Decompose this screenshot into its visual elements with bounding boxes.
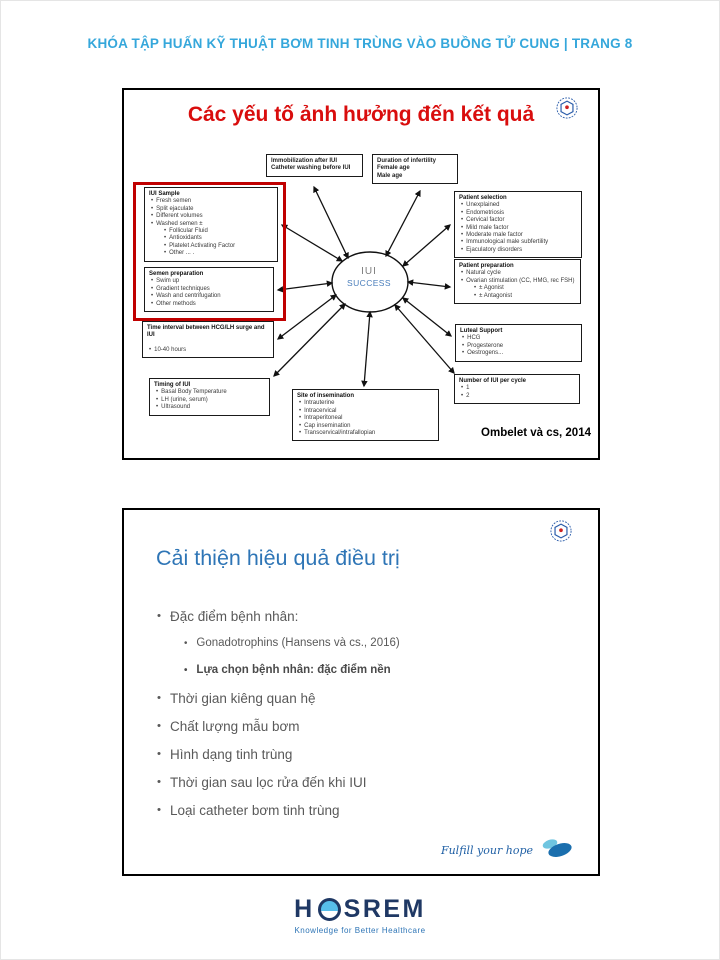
bullet-item: • Loại catheter bơm tinh trùng: [157, 803, 340, 818]
diagram-box-item: • HCG: [462, 335, 481, 342]
diagram-box-item: • Ejaculatory disorders: [461, 246, 523, 253]
diagram-box-title: IUI Sample: [149, 191, 180, 197]
red-highlight-rectangle: [133, 182, 286, 321]
bullet-item: • Chất lượng mẫu bơm: [157, 719, 300, 734]
diagram-box-item: • Follicular Fluid: [164, 228, 208, 235]
diagram-box-item: • Unexplained: [461, 202, 500, 209]
slide-factors: [122, 88, 600, 460]
diagram-box-item: Immobilization after IUI: [271, 158, 338, 164]
diagram-box-title: Timing of IUI: [154, 382, 191, 388]
iui-label: IUI: [361, 266, 377, 277]
diagram-box-item: • Endometriosis: [461, 209, 505, 216]
diagram-box-item: Female age: [377, 165, 410, 172]
diagram-box-time-interval: [142, 321, 274, 358]
diagram-box-item: • Wash and centrifugation: [151, 293, 221, 300]
diagram-box-item: • Moderate male factor: [461, 232, 523, 239]
diagram-box-item: • Intraperitoneal: [299, 415, 343, 422]
slide2-title: Cải thiện hiệu quả điều trị: [156, 546, 400, 570]
leaf-swoosh-icon: [540, 837, 574, 864]
diagram-box-item: • Antioxidants: [164, 235, 202, 242]
success-label: SUCCESS: [347, 278, 391, 288]
diagram-box-item: • LH (urine, serum): [156, 396, 208, 403]
diagram-box-item: • 1: [461, 385, 470, 392]
footer-tagline: Knowledge for Better Healthcare: [294, 926, 426, 935]
diagram-box-item: Catheter washing before IUI: [271, 165, 351, 172]
diagram-box-patient-selection: [454, 191, 582, 258]
diagram-box-item: • Swim up: [151, 278, 180, 285]
hosrem-logo-text-left: H: [294, 895, 315, 923]
diagram-box-item: • Intrauterine: [299, 400, 335, 407]
diagram-box-title: Patient preparation: [459, 263, 514, 269]
diagram-box-title: Site of insemination: [297, 393, 355, 399]
diagram-box-site-of-insemination: [292, 389, 439, 441]
bullet-item: • Hình dạng tinh trùng: [157, 747, 293, 762]
diagram-box-item: • Immunological male subfertility: [461, 239, 549, 246]
diagram-box-item: • ± Agonist: [474, 285, 504, 292]
diagram-box-item: • Basal Body Temperature: [156, 389, 227, 396]
slide-improve-efficacy: [122, 508, 600, 876]
diagram-box-item: • Washed semen ±: [151, 220, 203, 227]
diagram-box-timing-of-iui: [149, 378, 270, 416]
diagram-box-item: • Cap insemination: [299, 422, 351, 429]
hosrem-logo: [294, 895, 426, 924]
bullet-item: • Thời gian kiêng quan hệ: [157, 691, 316, 706]
diagram-box-number-of-iui: [454, 374, 580, 404]
globe-icon: [318, 898, 341, 921]
diagram-box-item: • Other methods: [151, 300, 196, 307]
diagram-box-item: • 2: [461, 392, 470, 399]
diagram-box-item: • ± Antagonist: [474, 292, 513, 299]
diagram-box-item: • Gradient techniques: [151, 285, 210, 292]
diagram-box-item: • Natural cycle: [461, 270, 501, 277]
bullet-item: • Gonadotrophins (Hansens và cs., 2016): [184, 637, 400, 649]
diagram-box-immobilization: [266, 154, 363, 177]
diagram-box-item: • Split ejaculate: [151, 205, 194, 212]
diagram-box-patient-preparation: [454, 259, 581, 304]
diagram-box-title: Time interval between HCG/LH surge and IUI: [147, 325, 265, 339]
iui-success-node: [328, 266, 410, 288]
hosrem-logo-text-right: SREM: [343, 895, 426, 923]
fulfill-tagline: Fulfill your hope: [440, 844, 533, 857]
diagram-box-item: • Cervical factor: [461, 217, 505, 224]
diagram-box-title: Patient selection: [459, 195, 507, 201]
diagram-box-item: • Progesterone: [462, 342, 504, 349]
diagram-box-item: • Ovarian stimulation (CC, HMG, rec FSH): [461, 277, 575, 284]
diagram-box-item: • Fresh semen: [151, 198, 192, 205]
citation-text: Ombelet và cs, 2014: [481, 427, 591, 439]
bullet-item: • Lựa chọn bệnh nhân: đặc điểm nền: [184, 664, 391, 676]
diagram-box-luteal-support: [455, 324, 582, 362]
diagram-box-item: • Ultrasound: [156, 404, 191, 411]
page-header: KHÓA TẬP HUẤN KỸ THUẬT BƠM TINH TRÙNG VÀO BUỒNG TỬ CUNG | TRANG 8: [87, 36, 633, 51]
footer: [0, 895, 720, 935]
diagram-box-item: Duration of infertility: [377, 158, 436, 164]
diagram-box-item: • 10-40 hours: [149, 346, 187, 353]
bullet-item: • Đặc điểm bệnh nhân:: [157, 609, 299, 624]
diagram-box-item: • Oestrogens...: [462, 350, 504, 357]
diagram-box-item: • Other ... .: [164, 250, 195, 257]
diagram-box-item: • Mild male factor: [461, 224, 509, 231]
fulfill-your-hope-logo: [441, 837, 574, 864]
diagram-box-item: • Transcervical/intrafallopian: [299, 430, 376, 437]
society-badge-icon: [550, 520, 572, 542]
diagram-box-title: Semen preparation: [149, 271, 204, 277]
diagram-box-title: Number of IUI per cycle: [459, 378, 527, 384]
slide2-bullets: [157, 609, 568, 831]
diagram-box-duration-infertility: [372, 154, 458, 184]
slide1-title: Các yếu tố ảnh hưởng đến kết quả: [187, 103, 535, 126]
diagram-box-item: • Different volumes: [151, 213, 203, 220]
bullet-item: • Thời gian sau lọc rửa đến khi IUI: [157, 775, 367, 790]
diagram-box-item: Male age: [377, 172, 403, 179]
diagram-box-item: • Intracervical: [299, 407, 337, 414]
diagram-box-item: • Platelet Activating Factor: [164, 242, 236, 249]
diagram-box-title: Luteal Support: [460, 328, 503, 334]
